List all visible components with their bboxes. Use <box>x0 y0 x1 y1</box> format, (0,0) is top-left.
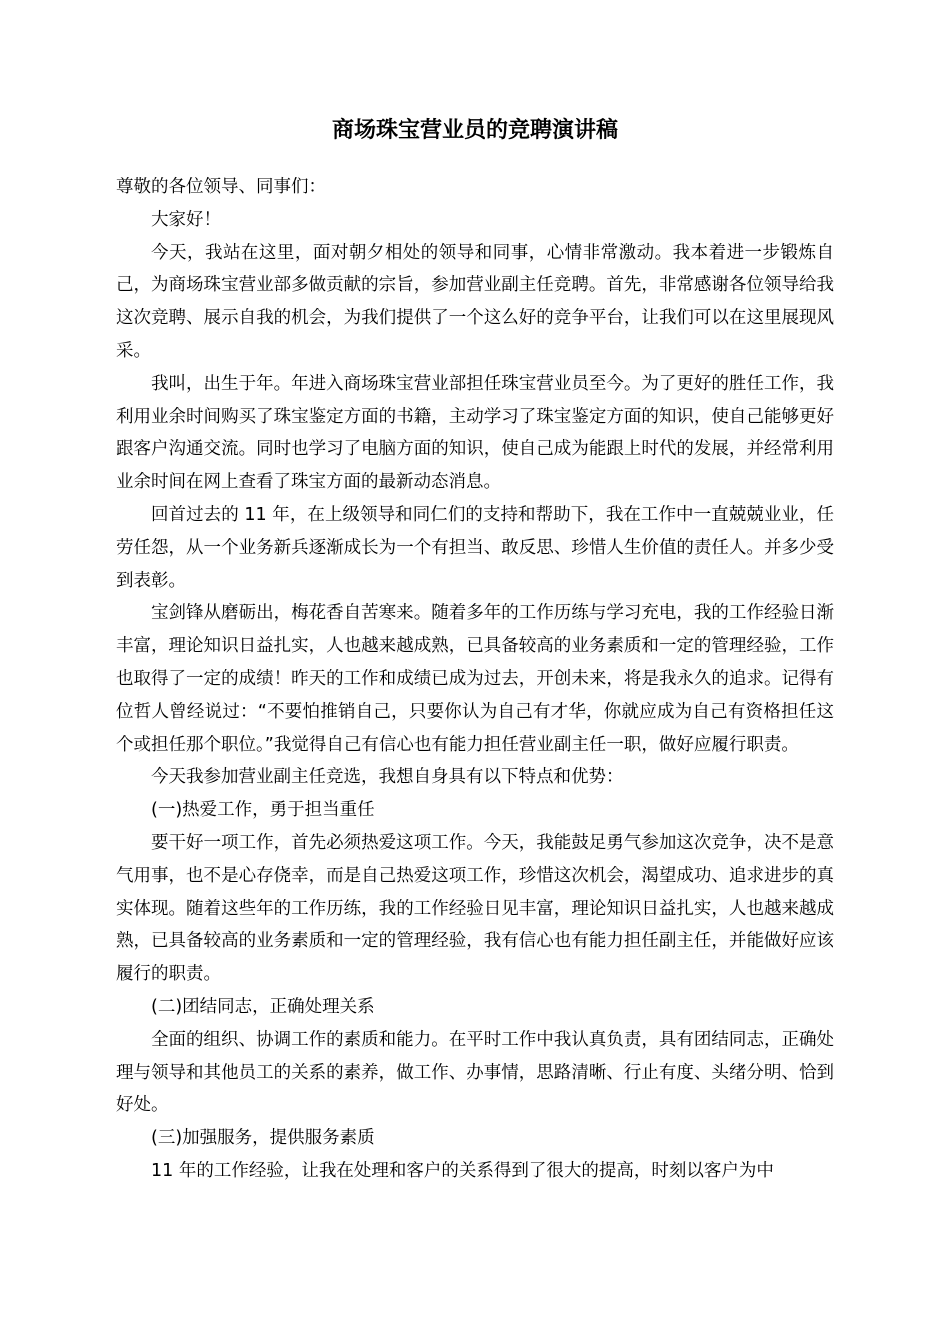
salutation: 尊敬的各位领导、同事们： <box>116 177 326 197</box>
paragraph-self-introduction: 我叫，出生于年。年进入商场珠宝营业部担任珠宝营业员至今。为了更好的胜任工作，我利用业余时间购买了珠宝鉴定方面的书籍，主动学习了珠宝鉴定方面的知识，使自己能够更好跟客户沟通交流。同时也学习了电脑方面的知识，使自己成为能跟上时代的发展，并经常利用业余时间在网上查看了珠宝方面的最新动态消息。 <box>116 373 834 493</box>
paragraph-section-3: 11 年的工作经验，让我在处理和客户的关系得到了很大的提高，时刻以客户为中 <box>151 1160 774 1181</box>
paragraph-experience: 宝剑锋从磨砺出，梅花香自苦寒来。随着多年的工作历练与学习充电，我的工作经验日渐丰富，理论知识日益扎实，人也越来越成熟，已具备较高的业务素质和一定的管理经验，工作也取得了一定的成绩！昨天的工作和成绩已成为过去，开创未来，将是我永久的追求。记得有位哲人曾经说过：“不要怕推销自己，只要你认为自己有才华，你就应成为自己有资格担任这个或担任那个职位。”我觉得自己有信心也有能力担任营业副主任一职，做好应履行职责。 <box>116 603 834 755</box>
section-heading-3: (三)加强服务，提供服务素质 <box>151 1128 375 1149</box>
document-body <box>116 171 834 1188</box>
section-heading-1: (一)热爱工作，勇于担当重任 <box>151 800 375 821</box>
paragraph-greeting: 大家好！ <box>151 209 221 230</box>
document-title: 商场珠宝营业员的竞聘演讲稿 <box>331 118 618 143</box>
paragraph-section-1: 要干好一项工作，首先必须热爱这项工作。今天，我能鼓足勇气参加这次竞争，决不是意气用事，也不是心存侥幸，而是自己热爱这项工作，珍惜这次机会，渴望成功、追求进步的真实体现。随着这些年的工作历练，我的工作经验日见丰富，理论知识日益扎实，人也越来越成熟，已具备较高的业务素质和一定的管理经验，我有信心也有能力担任副主任，并能做好应该履行的职责。 <box>116 832 834 985</box>
paragraph-advantages-lead: 今天我参加营业副主任竞选，我想自身具有以下特点和优势： <box>151 767 624 788</box>
paragraph-section-2: 全面的组织、协调工作的素质和能力。在平时工作中我认真负责，具有团结同志，正确处理与领导和其他员工的关系的素养，做工作、办事情，思路清晰、行止有度、头绪分明、恰到好处。 <box>116 1029 834 1116</box>
paragraph-intro: 今天，我站在这里，面对朝夕相处的领导和同事，心情非常激动。我本着进一步锻炼自己，为商场珠宝营业部多做贡献的宗旨，参加营业副主任竞聘。首先，非常感谢各位领导给我这次竞聘、展示自我的机会，为我们提供了一个这么好的竞争平台，让我们可以在这里展现风采。 <box>116 242 834 361</box>
paragraph-review: 回首过去的 11 年，在上级领导和同仁们的支持和帮助下，我在工作中一直兢兢业业，任劳任怨，从一个业务新兵逐渐成长为一个有担当、敢反思、珍惜人生价值的责任人。并多少受到表彰。 <box>116 504 834 591</box>
section-heading-2: (二)团结同志，正确处理关系 <box>151 996 375 1017</box>
